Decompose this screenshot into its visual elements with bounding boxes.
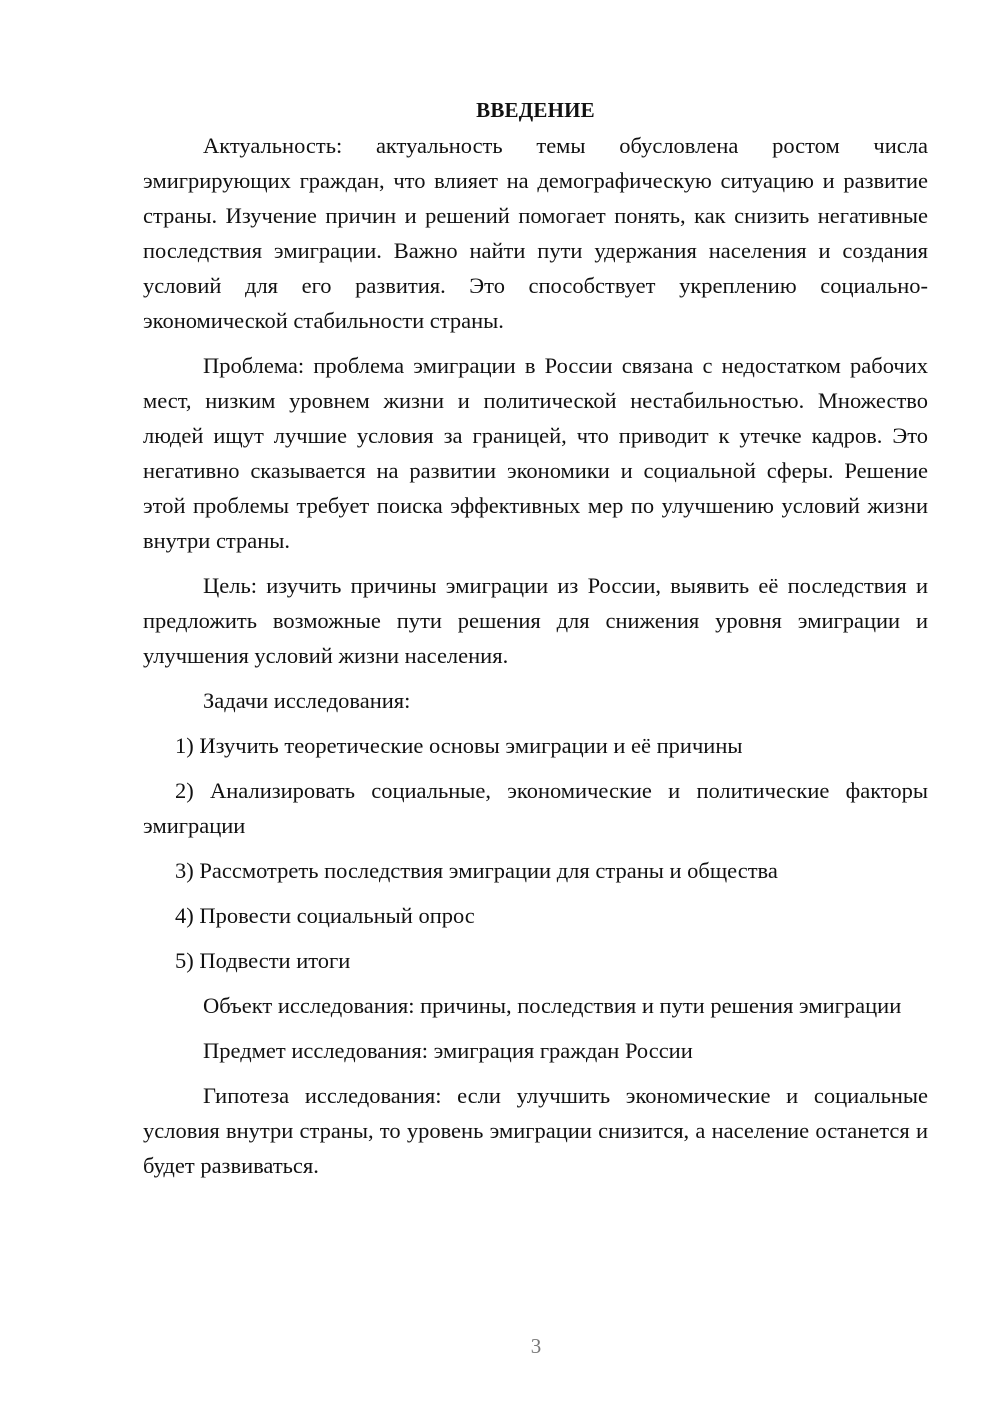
task-item-1: 1) Изучить теоретические основы эмиграции и её причины: [175, 733, 743, 758]
task-item-4: 4) Провести социальный опрос: [175, 903, 475, 928]
paragraph-problem: Проблема: проблема эмиграции в России связана с недостатком рабочих мест, низким уровнем жизни и политической нестабильностью. Множество людей ищут лучшие условия за границей, что приводит к утечке кадров. Это негативно сказывается на развитии экономики и социальной сферы. Решение этой проблемы требует поиска эффективных мер по улучшению условий жизни внутри страны.: [143, 353, 928, 553]
task-item-3: 3) Рассмотреть последствия эмиграции для страны и общества: [175, 858, 778, 883]
task-item-2: 2) Анализировать социальные, экономические и политические факторы эмиграции: [143, 778, 928, 838]
paragraph-goal: Цель: изучить причины эмиграции из России, выявить её последствия и предложить возможные пути решения для снижения уровня эмиграции и улучшения условий жизни населения.: [143, 573, 928, 668]
tasks-title: Задачи исследования:: [203, 688, 411, 713]
section-heading: ВВЕДЕНИЕ: [476, 98, 595, 122]
paragraph-subject: Предмет исследования: эмиграция граждан России: [203, 1038, 693, 1063]
page-number: 3: [530, 1334, 542, 1358]
paragraph-object: Объект исследования: причины, последствия и пути решения эмиграции: [203, 993, 902, 1018]
paragraph-hypothesis: Гипотеза исследования: если улучшить экономические и социальные условия внутри страны, то уровень эмиграции снизится, а население останется и будет развиваться.: [143, 1083, 928, 1178]
paragraph-relevance: Актуальность: актуальность темы обусловлена ростом числа эмигрирующих граждан, что влияет на демографическую ситуацию и развитие страны. Изучение причин и решений помогает понять, как снизить негативные последствия эмиграции. Важно найти пути удержания населения и создания условий для его развития. Это способствует укреплению социально-экономической стабильности страны.: [143, 133, 928, 333]
document-body: [143, 93, 928, 1193]
task-item-5: 5) Подвести итоги: [175, 948, 351, 973]
